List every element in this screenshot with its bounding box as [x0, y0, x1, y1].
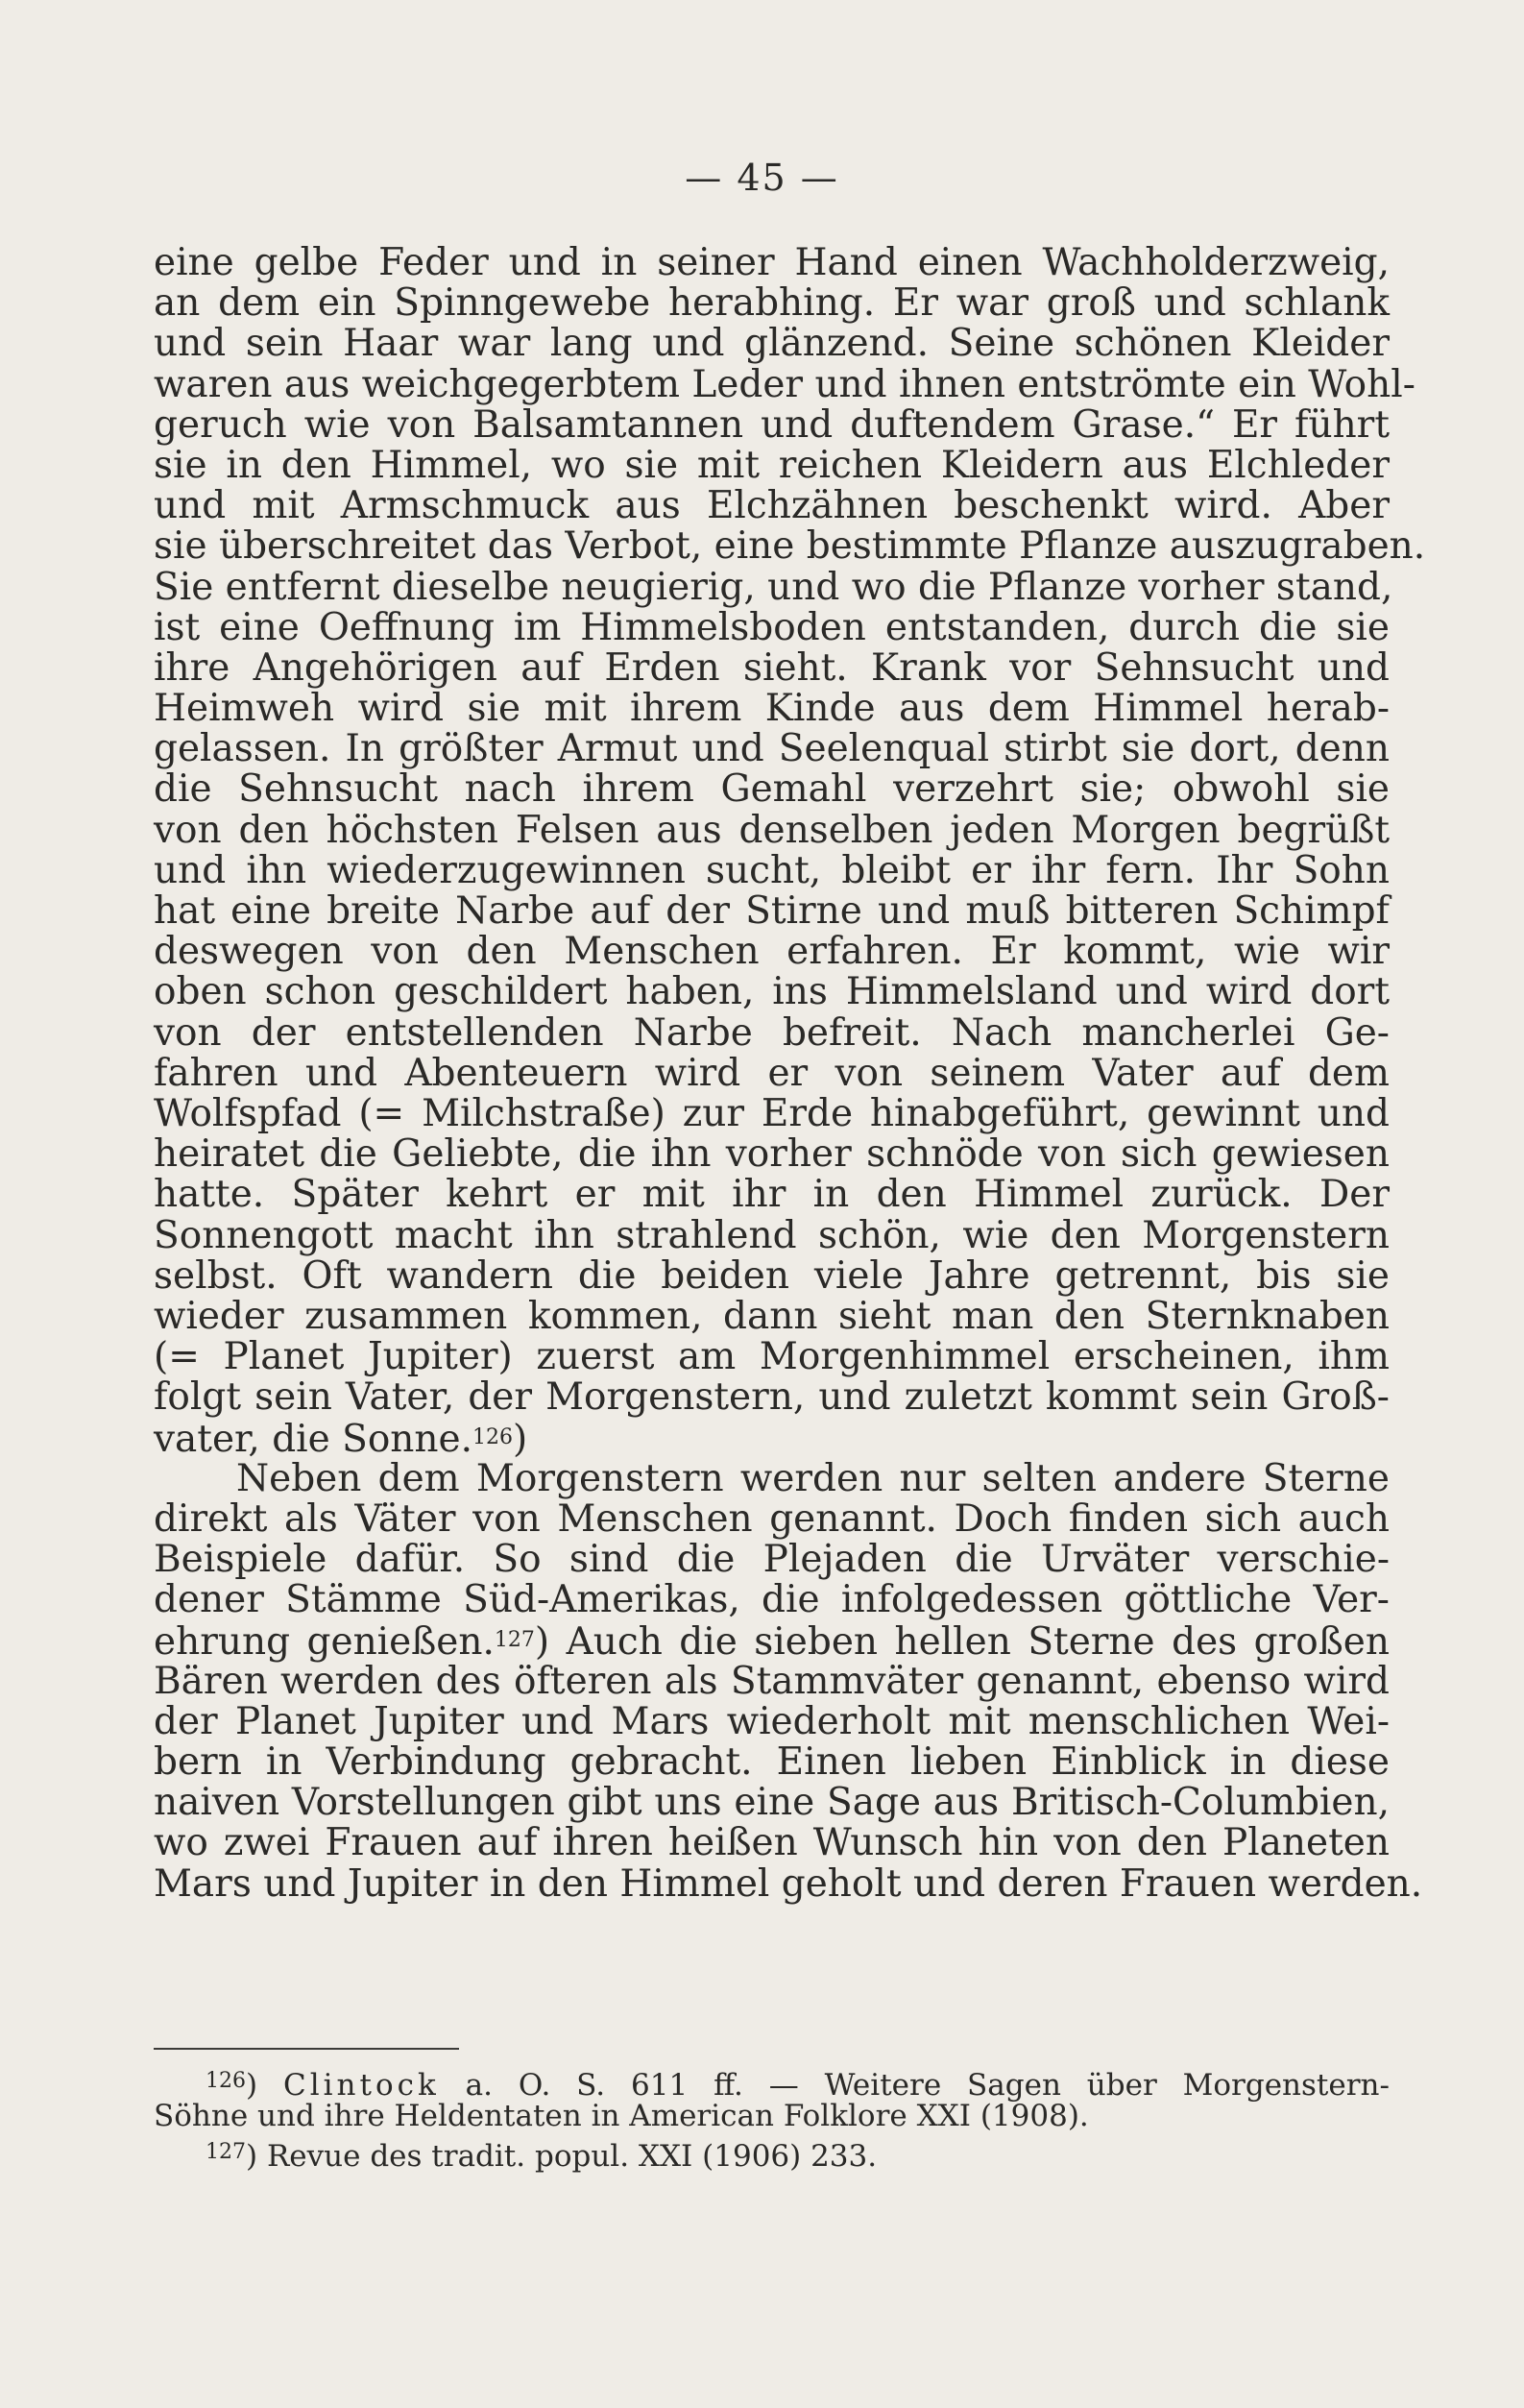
text-line: der Planet Jupiter und Mars wiederholt mit menschlichen Wei-	[154, 1699, 1390, 1743]
text-line: selbst. Oft wandern die beiden viele Jahre getrennt, bis sie	[154, 1253, 1390, 1298]
text-line: waren aus weichgegerbtem Leder und ihnen entströmte ein Wohl-	[154, 362, 1415, 406]
text-line: Sie entfernt dieselbe neugierig, und wo die Pflanze vorher stand,	[154, 565, 1393, 609]
text-line: von der entstellenden Narbe befreit. Nach mancherlei Ge-	[154, 1010, 1390, 1055]
footnote-text: Revue des tradit. popul. XXI (1906) 233.	[266, 2139, 878, 2174]
text-line: ihre Angehörigen auf Erden sieht. Krank vor Sehnsucht und	[154, 645, 1390, 690]
line-text: vater, die Sonne.	[154, 1418, 473, 1462]
text-line: Heimweh wird sie mit ihrem Kinde aus dem Himmel herab-	[154, 687, 1390, 731]
line-tail: )	[513, 1418, 528, 1462]
text-line: bern in Verbindung gebracht. Einen lieben Einblick in diese	[154, 1739, 1390, 1784]
footnote-mark: 126	[206, 2069, 246, 2093]
footnote-ref-127[interactable]: 127	[494, 1628, 535, 1653]
text-line: fahren und Abenteuern wird er von seinem Vater auf dem	[154, 1051, 1390, 1095]
text-line: Wolfspfad (= Milchstraße) zur Erde hinabgeführt, gewinnt und	[154, 1091, 1390, 1135]
text-line: hat eine breite Narbe auf der Stirne und muß bitteren Schimpf	[154, 889, 1390, 933]
footnote-126	[154, 2063, 1390, 2103]
footnote-paren: )	[246, 2139, 258, 2174]
text-line: Mars und Jupiter in den Himmel geholt und deren Frauen werden.	[154, 1861, 1423, 1906]
text-line: sie in den Himmel, wo sie mit reichen Kleidern aus Elchleder	[154, 443, 1390, 487]
text-line: hatte. Später kehrt er mit ihr in den Himmel zurück. Der	[154, 1173, 1390, 1217]
text-line: Sonnengott macht ihn strahlend schön, wie den Morgenstern	[154, 1213, 1390, 1257]
paragraph-end-line	[154, 1418, 1390, 1462]
text-line: und sein Haar war lang und glänzend. Seine schönen Kleider	[154, 322, 1390, 366]
text-line: wieder zusammen kommen, dann sieht man den Sternknaben	[154, 1294, 1390, 1338]
text-line: deswegen von den Menschen erfahren. Er kommt, wie wir	[154, 930, 1390, 974]
text-line: oben schon geschildert haben, ins Himmelsland und wird dort	[154, 970, 1390, 1014]
text-line: eine gelbe Feder und in seiner Hand einen Wachholderzweig,	[154, 241, 1390, 284]
footnote-text: a. O. S. 611 ff. — Weitere Sagen über Morgenstern-	[465, 2068, 1390, 2103]
footnote-author: Clintock	[282, 2068, 440, 2103]
text-line: Neben dem Morgenstern werden nur selten andere Sterne	[236, 1456, 1390, 1500]
footnote-divider	[154, 2048, 459, 2050]
line-tail: ) Auch die sieben hellen Sterne des großen	[534, 1620, 1390, 1665]
text-line: sie überschreitet das Verbot, eine bestimmte Pflanze auszugraben.	[154, 524, 1426, 569]
text-line: (= Planet Jupiter) zuerst am Morgenhimmel erscheinen, ihm	[154, 1335, 1390, 1379]
text-line: an dem ein Spinngewebe herabhing. Er war groß und schlank	[154, 281, 1390, 326]
text-line: Beispiele dafür. So sind die Plejaden die Urväter verschie-	[154, 1538, 1390, 1581]
text-line: heiratet die Geliebte, die ihn vorher schnöde von sich gewiesen	[154, 1132, 1390, 1177]
text-line: direkt als Väter von Menschen genannt. Doch finden sich auch	[154, 1496, 1390, 1541]
body-text	[154, 241, 1426, 1906]
footnotes	[154, 2063, 1390, 2174]
footnote-ref-126[interactable]: 126	[472, 1425, 514, 1450]
footnote-paren: )	[246, 2068, 258, 2103]
text-line: naiven Vorstellungen gibt uns eine Sage aus Britisch-Columbien,	[154, 1781, 1390, 1825]
text-line: dener Stämme Süd-Amerikas, die infolgedessen göttliche Ver-	[154, 1578, 1390, 1622]
text-line: folgt sein Vater, der Morgenstern, und zuletzt kommt sein Groß-	[154, 1375, 1390, 1420]
footnote-126-continuation: Söhne und ihre Heldentaten in American Folklore XXI (1908).	[154, 2099, 1089, 2133]
footnote-mark: 127	[206, 2140, 246, 2164]
text-line: die Sehnsucht nach ihrem Gemahl verzehrt sie; obwohl sie	[154, 767, 1390, 812]
text-line: wo zwei Frauen auf ihren heißen Wunsch hin von den Planeten	[154, 1821, 1390, 1865]
text-line: und ihn wiederzugewinnen sucht, bleibt er ihr fern. Ihr Sohn	[154, 848, 1390, 892]
text-line: Bären werden des öfteren als Stammväter genannt, ebenso wird	[154, 1659, 1390, 1703]
text-line: geruch wie von Balsamtannen und duftendem Grase.“ Er führt	[154, 402, 1390, 447]
line-text: ehrung genießen.	[154, 1620, 495, 1665]
page-number: — 45 —	[685, 157, 839, 199]
text-line: ist eine Oeffnung im Himmelsboden entstanden, durch die sie	[154, 605, 1390, 649]
text-line-with-note	[154, 1620, 1390, 1665]
text-line: von den höchsten Felsen aus denselben jeden Morgen begrüßt	[154, 808, 1390, 852]
footnote-127	[154, 2134, 1390, 2174]
text-line: gelassen. In größter Armut und Seelenqual stirbt sie dort, denn	[154, 727, 1390, 771]
text-line: und mit Armschmuck aus Elchzähnen beschenkt wird. Aber	[154, 484, 1390, 528]
